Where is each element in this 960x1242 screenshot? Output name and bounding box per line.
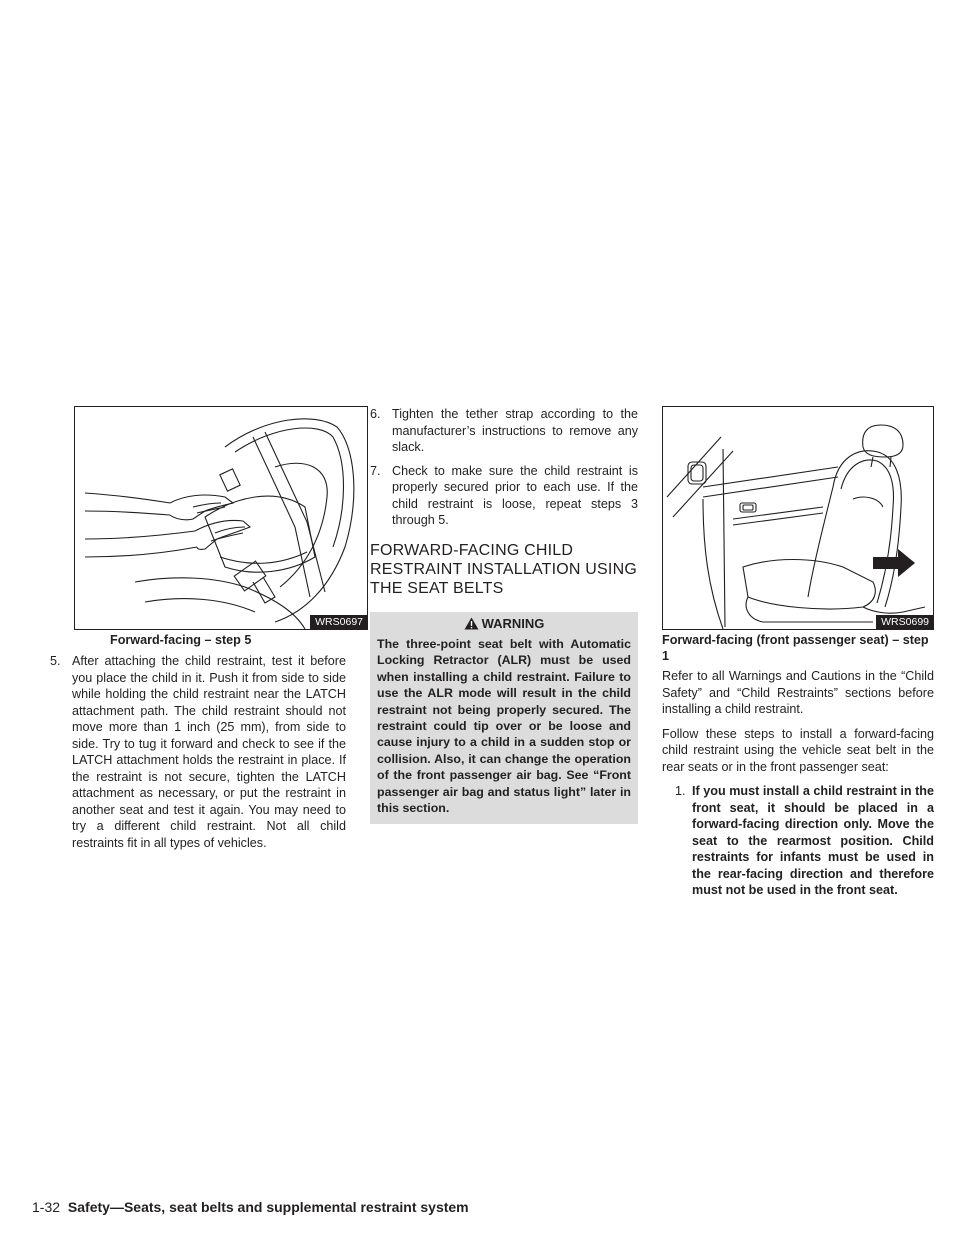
paragraph: Follow these steps to install a forward-facing child restraint using the vehicle seat belt in the rear seats or in the front passenger seat: — [662, 726, 934, 774]
step-5 — [50, 653, 346, 851]
page-number: 1-32 — [32, 1199, 61, 1215]
step-number: 7. — [370, 463, 381, 478]
column-3 — [662, 668, 934, 906]
figure-caption: Forward-facing (front passenger seat) – step 1 — [662, 633, 929, 663]
warning-text: The three-point seat belt with Automatic Locking Retractor (ALR) must be used when installing a child restraint. Failure to use the ALR mode will result in the child restraint not being properly secured. The restraint could tip over or be loose and cause injury to a child in a sudden stop or collision. Also, it can change the operation of the front passenger air bag. See “Front passenger air bag and status light” later in this section. — [377, 636, 631, 815]
figure-code: WRS0697 — [310, 615, 367, 629]
section-heading: FORWARD-FACING CHILD RESTRAINT INSTALLATION USING THE SEAT BELTS — [370, 541, 637, 597]
warning-header — [377, 616, 631, 632]
figure-caption: Forward-facing – step 5 — [110, 633, 252, 647]
warning-icon — [464, 617, 479, 630]
warning-box — [370, 612, 638, 825]
figure-front-passenger-seat — [662, 406, 934, 630]
hands-tug-child-restraint-illustration — [75, 407, 367, 629]
warning-title: WARNING — [481, 615, 545, 631]
step-text: Check to make sure the child restraint is properly secured prior to each use. If the child restraint is loose, repeat steps 3 through 5. — [392, 463, 638, 527]
column-1 — [50, 653, 346, 858]
step-text: If you must install a child restraint in the front seat, it should be placed in a forward-facing direction only. Move the seat to the rearmost position. Child restraints for infants must be used in the rear-facing direction and therefore must not be used in the front seat. — [692, 784, 934, 897]
step-number: 5. — [50, 654, 61, 668]
section-title: Safety—Seats, seat belts and supplemental restraint system — [67, 1199, 469, 1215]
step-number: 6. — [370, 407, 381, 421]
step-number: 1. — [675, 784, 686, 798]
front-passenger-seat-illustration — [663, 407, 933, 629]
step-text: After attaching the child restraint, test it before you place the child in it. Push it from side to side while holding the child restraint near the LATCH attachment path. The child restraint should not move more than 1 inch (25 mm), from side to side. Try to tug it forward and check to see if the LATCH attachment holds the restraint in place. If the restraint is not secure, tighten the LATCH attachment as necessary, or put the restraint in another seat and test it again. You may need to try a different child restraint. Not all child restraints fit in all types of vehicles. — [72, 654, 346, 850]
step-7 — [370, 463, 638, 529]
step-1 — [662, 783, 934, 899]
step-6 — [370, 406, 638, 456]
paragraph: Refer to all Warnings and Cautions in the “Child Safety” and “Child Restraints” sections before installing a child restraint. — [662, 669, 934, 716]
figure-code: WRS0699 — [876, 615, 933, 629]
page-footer — [32, 1198, 469, 1216]
step-text: Tighten the tether strap according to the manufacturer’s instructions to remove any slack. — [392, 407, 638, 454]
figure-forward-facing-step5 — [74, 406, 368, 630]
column-2 — [370, 406, 638, 824]
